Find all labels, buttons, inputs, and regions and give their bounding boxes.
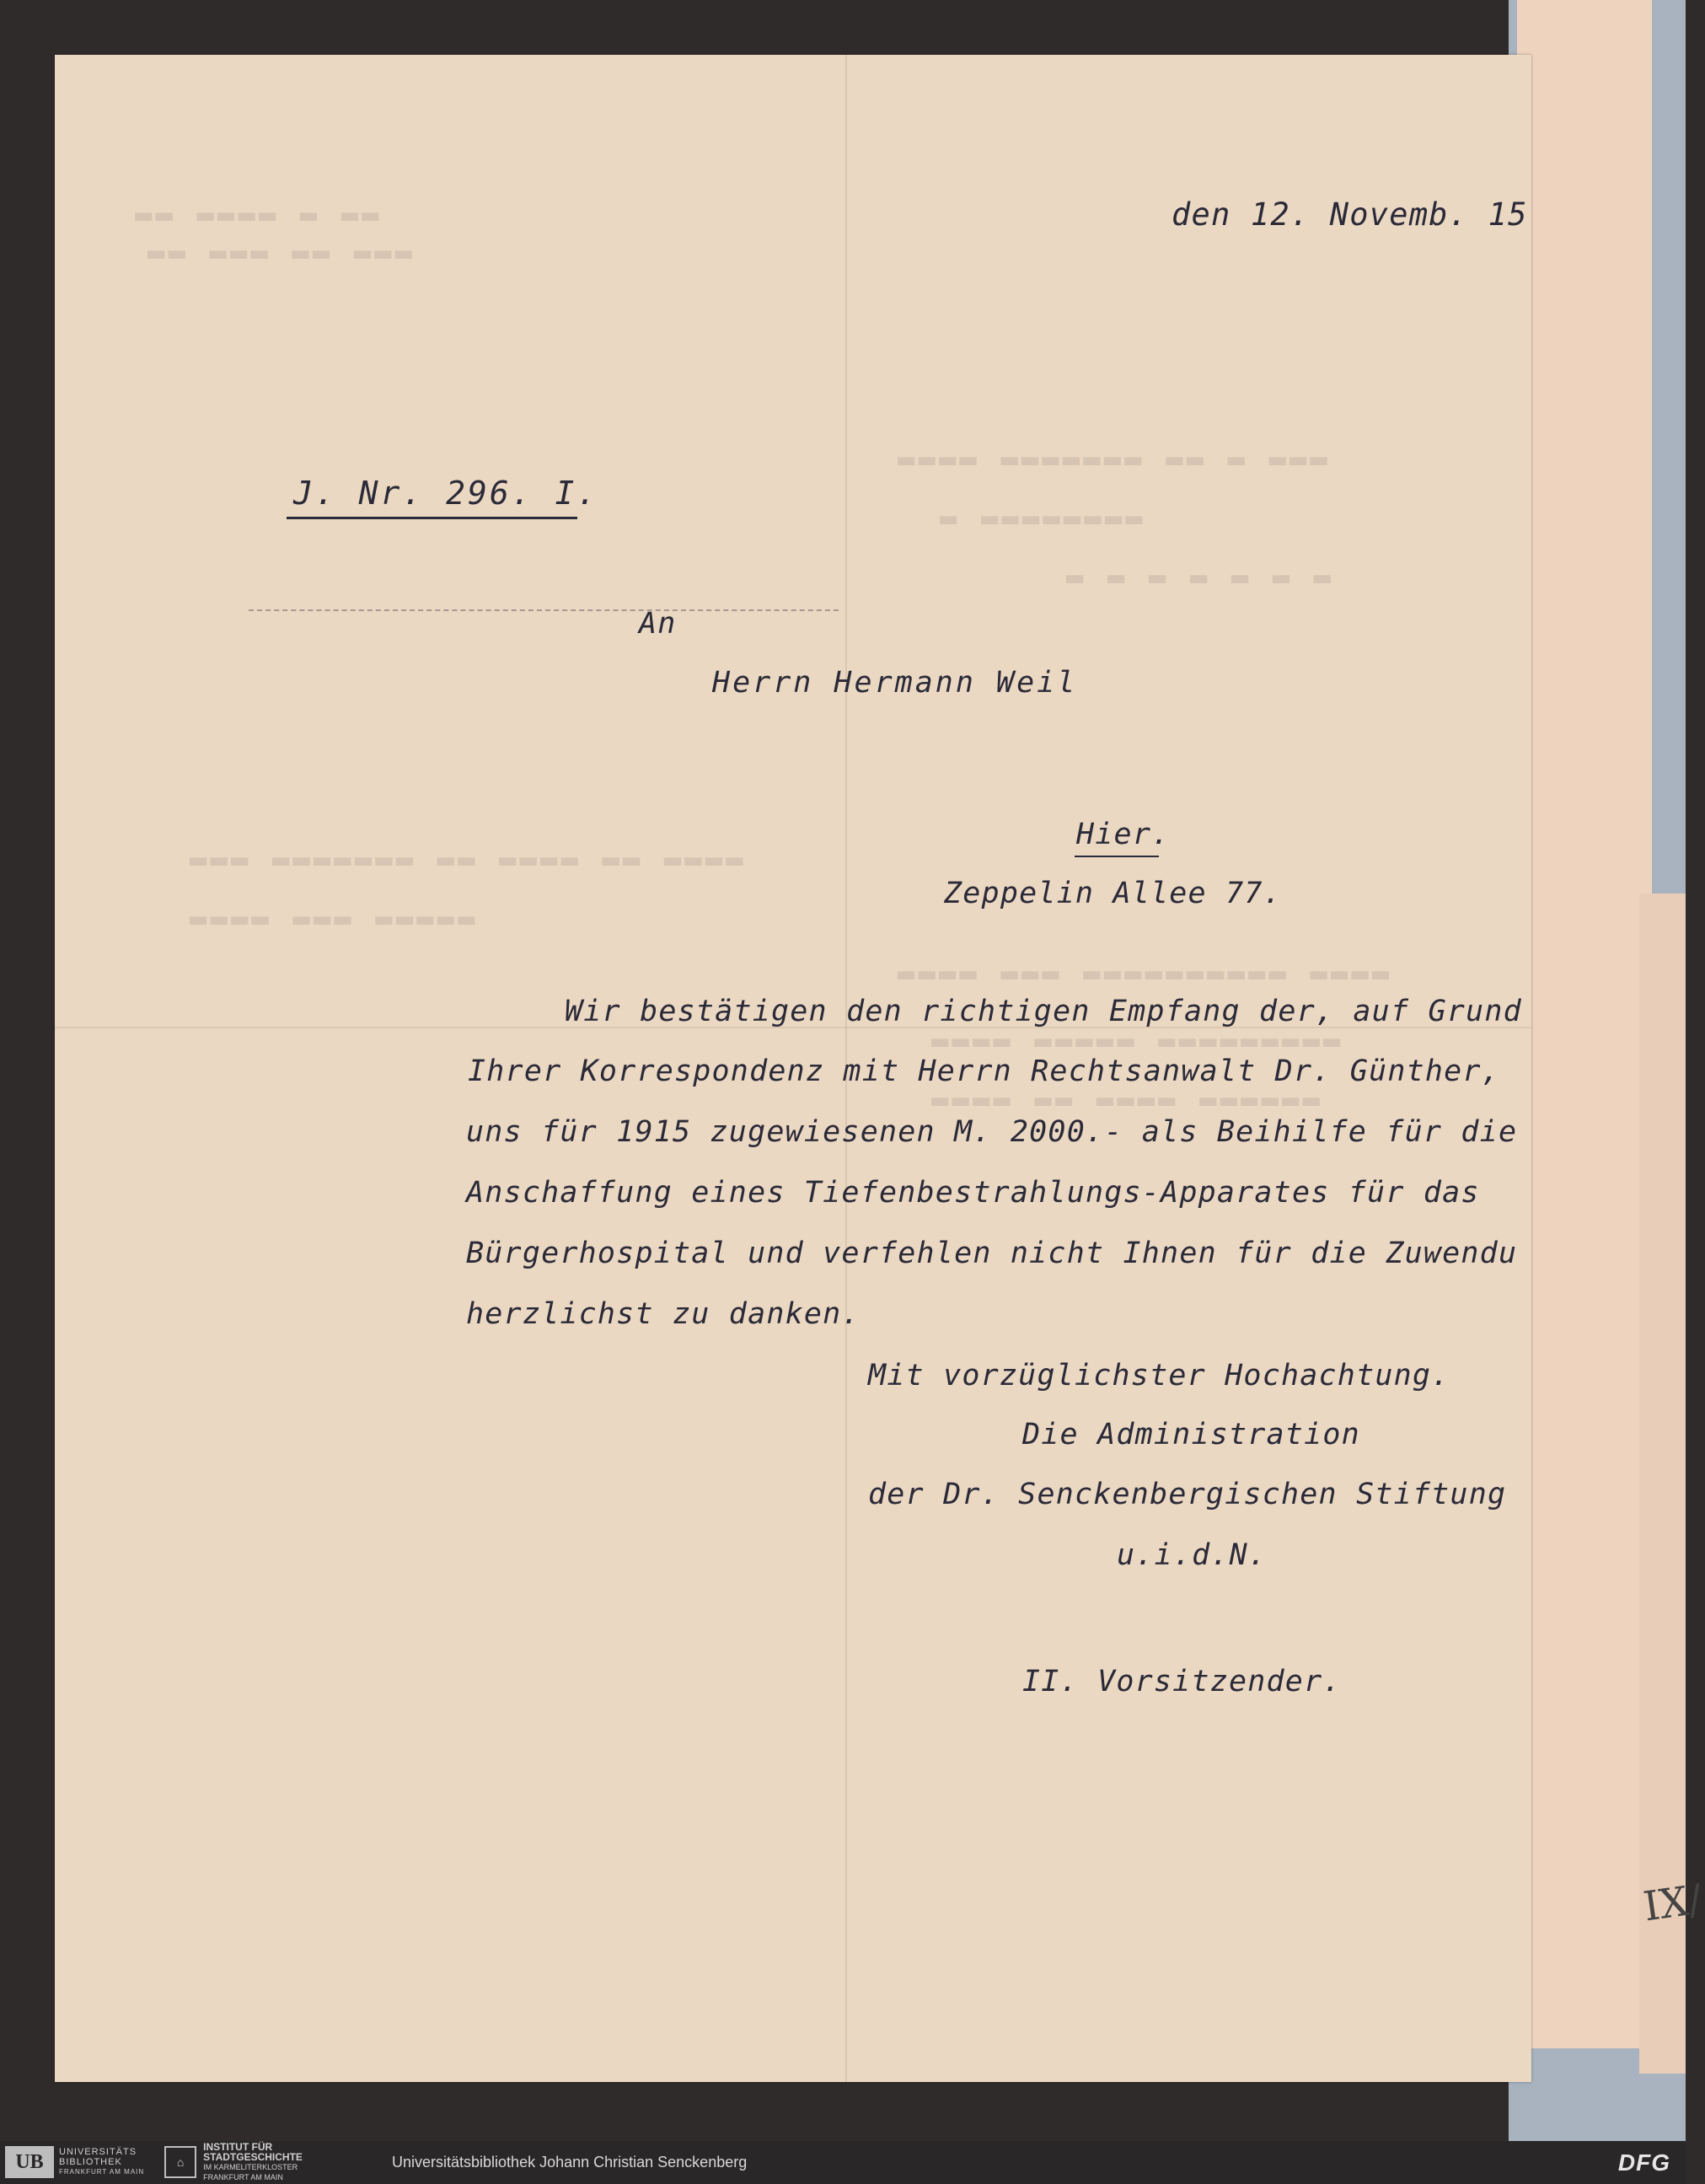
underlying-sheet (1517, 0, 1652, 2048)
recipient-street: Zeppelin Allee 77. (944, 877, 1282, 910)
bleed-through: ▬ ▬▬▬▬▬▬▬▬ (940, 502, 1146, 535)
closing: Mit vorzüglichster Hochachtung. (868, 1359, 1450, 1393)
bleed-through: ▬▬▬ ▬▬▬▬▬▬▬ ▬▬ ▬▬▬▬ ▬▬ ▬▬▬▬ (190, 843, 747, 877)
signature-line: u.i.d.N. (1117, 1538, 1268, 1572)
body-line: Ihrer Korrespondenz mit Herrn Rechtsanwalt Dr. Günther, (468, 1054, 1500, 1088)
city-underline (1075, 856, 1159, 857)
isg-logo-icon: ⌂ (164, 2146, 196, 2178)
handwritten-margin-mark: IX/ (1640, 1875, 1705, 1931)
signature-title: II. Vorsitzender. (1022, 1665, 1342, 1698)
bleed-through: ▬▬▬▬ ▬▬▬▬▬ ▬▬▬▬▬▬▬▬▬ (931, 1024, 1344, 1058)
recipient-name: Herrn Hermann Weil (712, 666, 1078, 700)
body-line: Anschaffung eines Tiefenbestrahlungs-Apparates für das (466, 1176, 1480, 1210)
dfg-logo: DFG (1617, 2149, 1670, 2176)
ub-logo-mark: UB (5, 2146, 54, 2178)
letter-page (55, 55, 1531, 2082)
body-line: herzlichst zu danken. (466, 1297, 861, 1331)
letter-date: den 12. Novemb. 15 (1172, 196, 1528, 233)
recipient-city: Hier. (1076, 818, 1171, 851)
bleed-through: ▬ ▬ ▬ ▬ ▬ ▬ ▬ (1066, 561, 1335, 594)
bleed-through: ▬▬▬▬ ▬▬▬ ▬▬▬▬▬ (190, 902, 479, 936)
bleed-through: ▬▬ ▬▬▬▬ ▬ ▬▬ (135, 198, 383, 232)
bleed-through: ▬▬▬▬ ▬▬ ▬▬▬▬ ▬▬▬▬▬▬ (931, 1083, 1323, 1117)
footer-bar (0, 2141, 1686, 2184)
separator-line (249, 609, 839, 611)
signature-line: der Dr. Senckenbergischen Stiftung (868, 1478, 1507, 1511)
bleed-through: ▬▬▬▬ ▬▬▬ ▬▬▬▬▬▬▬▬▬▬ ▬▬▬▬ (898, 957, 1393, 990)
signature-line: Die Administration (1022, 1418, 1360, 1452)
body-line: Bürgerhospital und verfehlen nicht Ihnen für die Zuwendu (466, 1237, 1518, 1270)
bleed-through: ▬▬ ▬▬▬ ▬▬ ▬▬▬ (147, 236, 416, 270)
ub-logo-text: UNIVERSITÄTS BIBLIOTHEK FRANKFURT AM MAIN (59, 2147, 145, 2176)
library-name: Universitätsbibliothek Johann Christian Senckenberg (392, 2154, 748, 2171)
isg-logo-text: INSTITUT FÜR STADTGESCHICHTE IM KARMELITERKLOSTER FRANKFURT AM MAIN (203, 2141, 303, 2181)
salutation: An (639, 607, 677, 641)
body-line: Wir bestätigen den richtigen Empfang der, auf Grund (565, 995, 1522, 1028)
bleed-through: ▬▬▬▬ ▬▬▬▬▬▬▬ ▬▬ ▬ ▬▬▬ (898, 443, 1331, 476)
body-line: uns für 1915 zugewiesenen M. 2000.- als Beihilfe für die (466, 1115, 1518, 1149)
journal-number: J. Nr. 296. I. (293, 475, 599, 512)
ub-logo (5, 2141, 303, 2181)
journal-number-underline (287, 517, 577, 519)
